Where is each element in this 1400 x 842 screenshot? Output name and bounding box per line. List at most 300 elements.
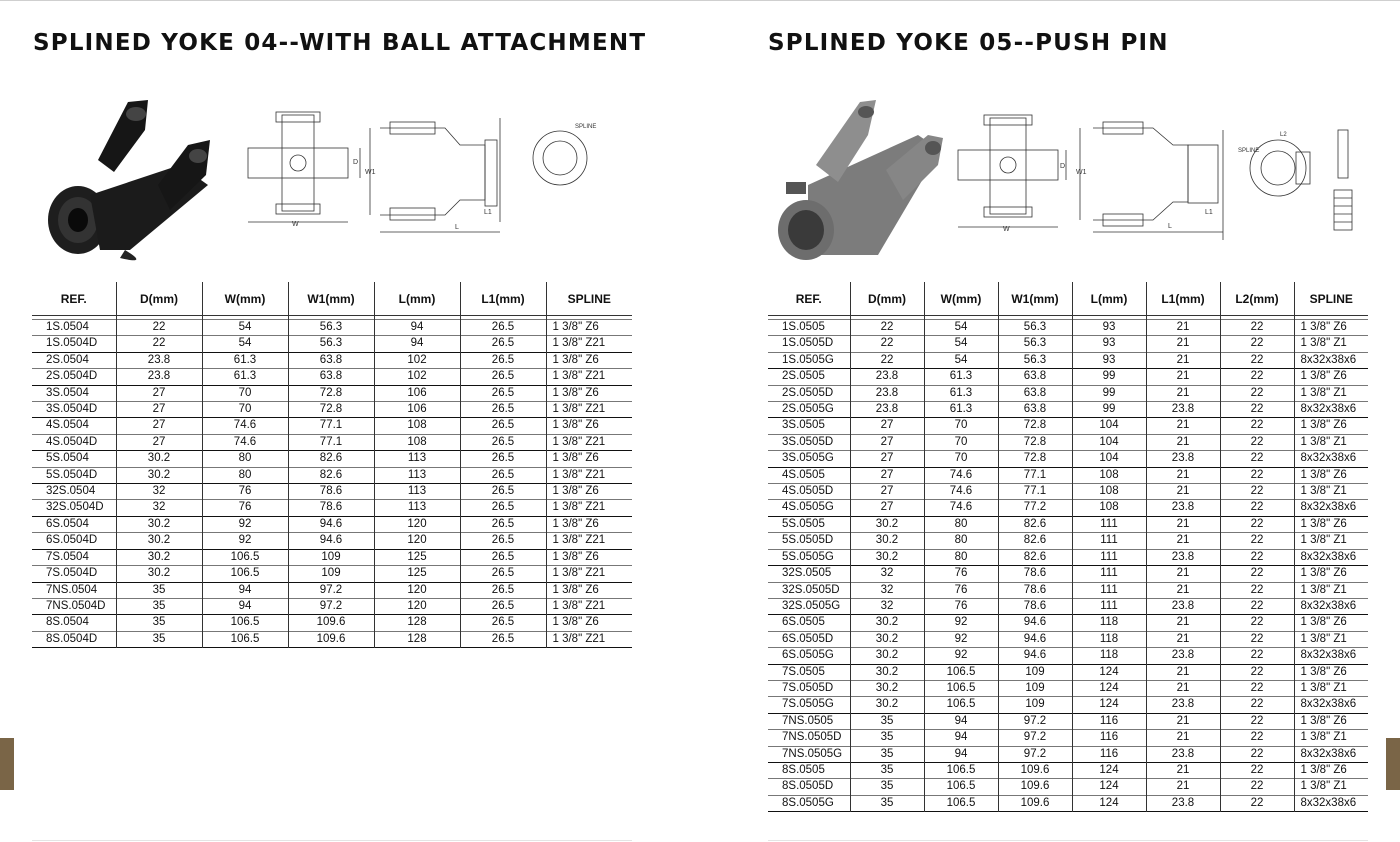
table-row (768, 746, 1368, 762)
table-cell: 22 (1220, 533, 1294, 549)
table-cell: 22 (1220, 320, 1294, 336)
table-cell: 72.8 (288, 385, 374, 401)
table-cell: 54 (202, 320, 288, 336)
table-cell: 76 (202, 500, 288, 516)
table-cell: 82.6 (998, 533, 1072, 549)
table-cell: 94 (202, 582, 288, 598)
table-cell: 23.8 (1146, 746, 1220, 762)
left-col-header: W1(mm) (288, 282, 374, 316)
table-cell: 92 (924, 648, 998, 664)
table-cell: 2S.0505 (782, 370, 825, 383)
table-cell: 109.6 (998, 762, 1072, 778)
table-cell: 124 (1072, 779, 1146, 795)
table-row (768, 598, 1368, 614)
table-row (32, 369, 632, 385)
table-cell: 32 (850, 582, 924, 598)
table-row (768, 631, 1368, 647)
table-cell: 26.5 (460, 369, 546, 385)
table-cell: 61.3 (924, 369, 998, 385)
table-row (32, 631, 632, 647)
table-row (768, 779, 1368, 795)
table-cell: 22 (1220, 680, 1294, 696)
table-cell: 26.5 (460, 582, 546, 598)
table-cell: 1 3/8" Z6 (1294, 369, 1368, 385)
table-cell: 1 3/8" Z6 (1294, 762, 1368, 778)
table-cell: 76 (202, 484, 288, 500)
table-cell: 54 (924, 352, 998, 368)
table-cell: 4S.0505D (782, 485, 834, 498)
dim-label-l: L (455, 224, 459, 231)
table-cell: 118 (1072, 631, 1146, 647)
table-cell: 22 (1220, 615, 1294, 631)
table-cell: 128 (374, 631, 460, 647)
table-cell: 22 (1220, 369, 1294, 385)
table-cell: 2S.0504D (46, 370, 98, 383)
table-cell: 26.5 (460, 385, 546, 401)
table-cell: 63.8 (288, 352, 374, 368)
table-cell: 56.3 (288, 320, 374, 336)
table-cell: 1 3/8" Z6 (1294, 713, 1368, 729)
table-cell: 22 (1220, 779, 1294, 795)
table-cell: 8x32x38x6 (1294, 746, 1368, 762)
table-cell: 26.5 (460, 418, 546, 434)
table-cell: 1 3/8" Z6 (546, 549, 632, 565)
table-cell: 116 (1072, 746, 1146, 762)
table-cell: 1 3/8" Z6 (546, 451, 632, 467)
table-cell: 22 (1220, 484, 1294, 500)
table-cell: 35 (850, 779, 924, 795)
right-spec-table (768, 282, 1368, 812)
table-cell: 78.6 (998, 566, 1072, 582)
table-cell: 22 (1220, 352, 1294, 368)
table-cell: 120 (374, 582, 460, 598)
table-cell: 30.2 (116, 533, 202, 549)
table-cell: 94 (924, 713, 998, 729)
table-cell: 35 (850, 730, 924, 746)
table-row (32, 500, 632, 516)
table-cell: 93 (1072, 336, 1146, 352)
table-cell: 109 (998, 680, 1072, 696)
table-cell: 6S.0505 (782, 616, 825, 629)
table-cell: 32S.0505G (782, 599, 841, 612)
right-col-header: L1(mm) (1146, 282, 1220, 316)
table-cell: 30.2 (116, 516, 202, 532)
table-cell: 30.2 (850, 631, 924, 647)
table-cell: 116 (1072, 730, 1146, 746)
table-cell: 26.5 (460, 434, 546, 450)
table-cell: 21 (1146, 418, 1220, 434)
table-cell: 1 3/8" Z21 (546, 434, 632, 450)
table-cell: 80 (202, 451, 288, 467)
table-cell: 8x32x38x6 (1294, 500, 1368, 516)
table-cell: 109 (998, 664, 1072, 680)
table-row (768, 369, 1368, 385)
table-cell: 23.8 (1146, 500, 1220, 516)
table-cell: 104 (1072, 418, 1146, 434)
table-cell: 26.5 (460, 500, 546, 516)
table-cell: 113 (374, 467, 460, 483)
table-cell: 1 3/8" Z21 (546, 533, 632, 549)
table-cell: 1 3/8" Z1 (1294, 631, 1368, 647)
table-cell: 109.6 (998, 779, 1072, 795)
table-cell: 8x32x38x6 (1294, 352, 1368, 368)
table-cell: 30.2 (850, 648, 924, 664)
table-cell: 1 3/8" Z21 (546, 467, 632, 483)
table-cell: 26.5 (460, 533, 546, 549)
table-cell: 32S.0504D (46, 501, 104, 514)
table-cell: 1 3/8" Z1 (1294, 484, 1368, 500)
table-cell: 8S.0505G (782, 796, 834, 809)
table-cell: 108 (374, 418, 460, 434)
table-cell: 1 3/8" Z6 (546, 352, 632, 368)
table-cell: 22 (1220, 664, 1294, 680)
table-cell: 26.5 (460, 451, 546, 467)
table-cell: 56.3 (998, 336, 1072, 352)
table-cell: 1 3/8" Z6 (546, 418, 632, 434)
spline-end-view (533, 131, 587, 185)
table-row (768, 697, 1368, 713)
table-cell: 1S.0504 (46, 321, 89, 333)
table-cell: 21 (1146, 533, 1220, 549)
table-cell: 1 3/8" Z6 (546, 516, 632, 532)
table-cell: 22 (116, 336, 202, 352)
table-cell: 106.5 (202, 566, 288, 582)
table-cell: 94.6 (288, 516, 374, 532)
dim-label-w1: W1 (365, 169, 376, 176)
table-cell: 70 (924, 434, 998, 450)
left-col-header: SPLINE (546, 282, 632, 316)
table-cell: 30.2 (850, 697, 924, 713)
table-row (768, 484, 1368, 500)
table-cell: 32 (850, 598, 924, 614)
table-row (768, 795, 1368, 811)
table-cell: 22 (1220, 762, 1294, 778)
table-cell: 30.2 (116, 467, 202, 483)
table-cell: 22 (1220, 598, 1294, 614)
table-cell: 8x32x38x6 (1294, 598, 1368, 614)
table-cell: 3S.0504D (46, 403, 98, 416)
table-cell: 77.2 (998, 500, 1072, 516)
table-row (768, 615, 1368, 631)
table-cell: 32S.0505 (782, 567, 832, 580)
table-cell: 1 3/8" Z1 (1294, 730, 1368, 746)
table-cell: 21 (1146, 566, 1220, 582)
table-cell: 72.8 (998, 451, 1072, 467)
dim-label-w-05: W (1003, 226, 1010, 233)
table-cell: 23.8 (1146, 402, 1220, 418)
table-cell: 106.5 (202, 615, 288, 631)
table-cell: 35 (116, 615, 202, 631)
table-cell: 106.5 (924, 664, 998, 680)
table-cell: 26.5 (460, 484, 546, 500)
table-cell: 76 (924, 566, 998, 582)
cross-drawing (248, 112, 360, 222)
table-cell: 27 (116, 402, 202, 418)
table-cell: 56.3 (998, 320, 1072, 336)
table-cell: 1 3/8" Z6 (1294, 418, 1368, 434)
table-cell: 113 (374, 451, 460, 467)
right-col-header: L2(mm) (1220, 282, 1294, 316)
table-cell: 102 (374, 352, 460, 368)
table-cell: 94 (202, 598, 288, 614)
table-cell: 30.2 (850, 516, 924, 532)
table-cell: 82.6 (288, 467, 374, 483)
table-cell: 78.6 (998, 582, 1072, 598)
dim-label-l1: L1 (484, 209, 492, 216)
table-cell: 63.8 (288, 369, 374, 385)
dim-label-l1-05: L1 (1205, 209, 1213, 216)
table-row (32, 516, 632, 532)
table-cell: 22 (1220, 434, 1294, 450)
table-cell: 109.6 (998, 795, 1072, 811)
table-cell: 74.6 (924, 467, 998, 483)
table-cell: 3S.0504 (46, 386, 89, 399)
table-row (768, 418, 1368, 434)
left-figures (30, 90, 620, 270)
table-cell: 6S.0505D (782, 632, 834, 645)
right-col-header: SPLINE (1294, 282, 1368, 316)
table-row (32, 451, 632, 467)
table-cell: 5S.0504D (46, 468, 98, 481)
table-cell: 106.5 (202, 549, 288, 565)
table-cell: 1S.0505D (782, 337, 834, 350)
table-cell: 23.8 (116, 352, 202, 368)
table-cell: 5S.0504 (46, 452, 89, 465)
table-cell: 21 (1146, 369, 1220, 385)
table-cell: 61.3 (202, 369, 288, 385)
table-row (32, 352, 632, 368)
table-cell: 124 (1072, 697, 1146, 713)
table-cell: 30.2 (116, 451, 202, 467)
table-cell: 8S.0505 (782, 763, 825, 776)
table-cell: 61.3 (202, 352, 288, 368)
yoke-04-profile-drawing (370, 118, 500, 232)
table-cell: 22 (1220, 631, 1294, 647)
table-cell: 35 (116, 631, 202, 647)
table-cell: 1 3/8" Z21 (546, 566, 632, 582)
table-row (768, 762, 1368, 778)
table-cell: 104 (1072, 434, 1146, 450)
table-cell: 22 (1220, 730, 1294, 746)
table-row (32, 336, 632, 352)
dim-label-l2-05: L2 (1280, 132, 1287, 138)
table-cell: 21 (1146, 467, 1220, 483)
table-cell: 23.8 (1146, 598, 1220, 614)
table-cell: 120 (374, 598, 460, 614)
table-row (768, 664, 1368, 680)
table-cell: 8x32x38x6 (1294, 795, 1368, 811)
table-cell: 61.3 (924, 385, 998, 401)
table-cell: 22 (850, 336, 924, 352)
table-cell: 7NS.0505G (782, 747, 843, 760)
table-cell: 109 (288, 566, 374, 582)
table-row (768, 336, 1368, 352)
table-cell: 97.2 (998, 746, 1072, 762)
left-section-title: SPLINED YOKE 04--WITH BALL ATTACHMENT (33, 30, 647, 56)
table-cell: 21 (1146, 434, 1220, 450)
table-cell: 21 (1146, 484, 1220, 500)
right-section-title: SPLINED YOKE 05--PUSH PIN (768, 30, 1169, 56)
table-cell: 113 (374, 484, 460, 500)
table-cell: 35 (850, 762, 924, 778)
table-cell: 22 (1220, 336, 1294, 352)
table-cell: 111 (1072, 533, 1146, 549)
table-row (32, 320, 632, 336)
table-cell: 22 (1220, 451, 1294, 467)
table-cell: 97.2 (288, 582, 374, 598)
table-cell: 23.8 (1146, 795, 1220, 811)
table-cell: 32 (850, 566, 924, 582)
table-cell: 22 (1220, 516, 1294, 532)
table-cell: 77.1 (288, 418, 374, 434)
table-cell: 94 (924, 730, 998, 746)
cross-drawing-05 (958, 115, 1066, 227)
table-cell: 74.6 (924, 484, 998, 500)
table-cell: 4S.0504 (46, 419, 89, 432)
table-cell: 80 (924, 533, 998, 549)
table-cell: 30.2 (850, 664, 924, 680)
table-cell: 1 3/8" Z1 (1294, 680, 1368, 696)
table-row (32, 582, 632, 598)
table-cell: 8x32x38x6 (1294, 549, 1368, 565)
table-cell: 76 (924, 598, 998, 614)
table-cell: 1 3/8" Z6 (1294, 664, 1368, 680)
table-cell: 54 (202, 336, 288, 352)
table-cell: 30.2 (850, 615, 924, 631)
table-cell: 1 3/8" Z6 (1294, 467, 1368, 483)
table-cell: 32 (116, 484, 202, 500)
table-cell: 78.6 (998, 598, 1072, 614)
yoke-05-photo (778, 100, 943, 260)
table-cell: 97.2 (998, 713, 1072, 729)
table-cell: 1 3/8" Z21 (546, 500, 632, 516)
table-cell: 8x32x38x6 (1294, 697, 1368, 713)
table-cell: 4S.0505 (782, 468, 825, 481)
dim-label-d-05: D (1060, 163, 1066, 170)
table-cell: 82.6 (288, 451, 374, 467)
right-page-tab (1386, 738, 1400, 790)
table-cell: 7S.0505D (782, 681, 834, 694)
left-col-header: L1(mm) (460, 282, 546, 316)
table-cell: 26.5 (460, 402, 546, 418)
table-cell: 23.8 (850, 369, 924, 385)
table-cell: 118 (1072, 648, 1146, 664)
table-cell: 21 (1146, 320, 1220, 336)
table-cell: 77.1 (998, 467, 1072, 483)
left-bottom-rule (32, 840, 632, 841)
table-cell: 108 (1072, 467, 1146, 483)
table-row (768, 730, 1368, 746)
table-cell: 94 (374, 320, 460, 336)
right-bottom-rule (768, 840, 1368, 841)
table-cell: 111 (1072, 549, 1146, 565)
left-col-header: W(mm) (202, 282, 288, 316)
table-cell: 106.5 (924, 762, 998, 778)
table-cell: 54 (924, 320, 998, 336)
table-cell: 1 3/8" Z6 (546, 484, 632, 500)
table-cell: 23.8 (850, 402, 924, 418)
table-cell: 124 (1072, 680, 1146, 696)
table-cell: 6S.0504D (46, 534, 98, 547)
table-cell: 93 (1072, 352, 1146, 368)
table-cell: 72.8 (288, 402, 374, 418)
table-cell: 27 (850, 451, 924, 467)
table-cell: 1 3/8" Z1 (1294, 385, 1368, 401)
table-cell: 1 3/8" Z6 (1294, 516, 1368, 532)
table-cell: 72.8 (998, 418, 1072, 434)
table-cell: 21 (1146, 582, 1220, 598)
table-cell: 108 (1072, 500, 1146, 516)
table-cell: 94.6 (288, 533, 374, 549)
right-col-header: D(mm) (850, 282, 924, 316)
table-cell: 1 3/8" Z21 (546, 336, 632, 352)
dim-label-spline: SPLINE (575, 124, 597, 130)
table-cell: 109.6 (288, 615, 374, 631)
table-cell: 32S.0504 (46, 485, 96, 498)
table-cell: 111 (1072, 582, 1146, 598)
table-row (768, 516, 1368, 532)
table-cell: 35 (850, 746, 924, 762)
table-cell: 92 (924, 615, 998, 631)
table-row (32, 615, 632, 631)
table-cell: 30.2 (850, 533, 924, 549)
table-cell: 70 (202, 385, 288, 401)
table-cell: 21 (1146, 730, 1220, 746)
table-cell: 23.8 (1146, 697, 1220, 713)
table-cell: 30.2 (116, 549, 202, 565)
table-row (768, 467, 1368, 483)
table-cell: 21 (1146, 762, 1220, 778)
table-cell: 21 (1146, 336, 1220, 352)
table-cell: 78.6 (288, 484, 374, 500)
table-cell: 1 3/8" Z6 (546, 582, 632, 598)
table-row (32, 402, 632, 418)
dim-label-l-05: L (1168, 223, 1172, 230)
table-cell: 74.6 (202, 418, 288, 434)
table-cell: 22 (1220, 713, 1294, 729)
table-row (768, 566, 1368, 582)
table-cell: 22 (850, 320, 924, 336)
table-row (768, 385, 1368, 401)
table-cell: 104 (1072, 451, 1146, 467)
table-cell: 77.1 (998, 484, 1072, 500)
table-cell: 61.3 (924, 402, 998, 418)
push-pin-drawing (1334, 130, 1352, 230)
table-cell: 80 (202, 467, 288, 483)
table-cell: 1 3/8" Z21 (546, 631, 632, 647)
table-row (768, 648, 1368, 664)
dim-label-w: W (292, 221, 299, 228)
table-cell: 26.5 (460, 352, 546, 368)
table-cell: 111 (1072, 516, 1146, 532)
table-cell: 30.2 (850, 549, 924, 565)
table-cell: 1 3/8" Z6 (1294, 320, 1368, 336)
table-row (32, 598, 632, 614)
table-cell: 111 (1072, 598, 1146, 614)
table-cell: 7NS.0505 (782, 714, 834, 727)
top-rule (0, 0, 1400, 1)
table-row (768, 500, 1368, 516)
table-cell: 92 (202, 516, 288, 532)
table-cell: 23.8 (1146, 549, 1220, 565)
table-cell: 22 (1220, 795, 1294, 811)
table-cell: 1 3/8" Z21 (546, 402, 632, 418)
table-cell: 5S.0505G (782, 550, 834, 563)
table-cell: 1S.0504D (46, 337, 98, 350)
table-cell: 26.5 (460, 320, 546, 336)
table-cell: 22 (116, 320, 202, 336)
table-row (32, 549, 632, 565)
